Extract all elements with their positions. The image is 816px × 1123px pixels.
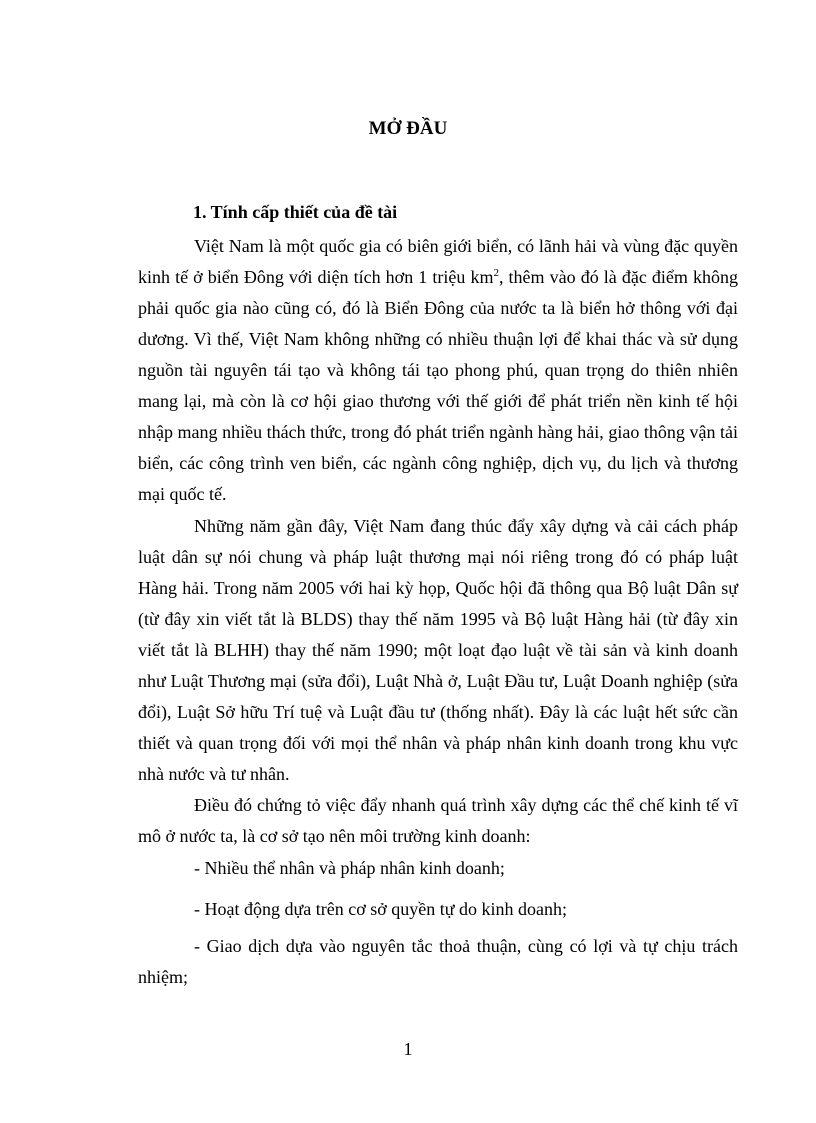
list-item: - Giao dịch dựa vào nguyên tắc thoả thuận, cùng có lợi và tự chịu trách nhiệm; [138, 936, 738, 987]
paragraph-3: Điều đó chứng tỏ việc đẩy nhanh quá trình xây dựng các thể chế kinh tế vĩ mô ở nước ta, là cơ sở tạo nên môi trường kinh doanh: [138, 795, 738, 846]
paragraph-1 [138, 231, 738, 510]
superscript-2: 2 [493, 267, 499, 279]
paragraph-1-text-a: Việt Nam là một quốc gia có biên giới biển, có lãnh hải và vùng đặc quyền kinh tế ở biển Đông với diện tích hơn 1 triệu km [138, 236, 738, 287]
page-number: 1 [403, 1039, 413, 1059]
list-item: - Hoạt động dựa trên cơ sở quyền tự do kinh doanh; [194, 899, 567, 919]
section-heading: 1. Tính cấp thiết của đề tài [193, 202, 398, 222]
paragraph-1-text-b: , thêm vào đó là đặc điểm không phải quốc gia nào cũng có, đó là Biển Đông của nước ta là biển hở thông với đại dương. Vì thế, Việt Nam không những có nhiều thuận lợi để khai thác và sử dụng nguồn tài nguyên tái tạo và không tái tạo phong phú, quan trọng do thiên nhiên mang lại, mà còn là cơ hội giao thương với thế giới để phát triển nền kinh tế hội nhập mang nhiều thách thức, trong đó phát triển ngành hàng hải, giao thông vận tải biển, các công trình ven biển, các ngành công nghiệp, dịch vụ, du lịch và thương mại quốc tế. [138, 267, 738, 504]
list-item: - Nhiều thể nhân và pháp nhân kinh doanh; [194, 858, 505, 878]
paragraph-2: Những năm gần đây, Việt Nam đang thúc đẩy xây dựng và cải cách pháp luật dân sự nói chung và pháp luật thương mại nói riêng trong đó có pháp luật Hàng hải. Trong năm 2005 với hai kỳ họp, Quốc hội đã thông qua Bộ luật Dân sự (từ đây xin viết tắt là BLDS) thay thế năm 1995 và Bộ luật Hàng hải (từ đây xin viết tắt là BLHH) thay thế năm 1990; một loạt đạo luật về tài sản và kinh doanh như Luật Thương mại (sửa đổi), Luật Nhà ở, Luật Đầu tư, Luật Doanh nghiệp (sửa đổi), Luật Sở hữu Trí tuệ và Luật đầu tư (thống nhất). Đây là các luật hết sức cần thiết và quan trọng đối với mọi thể nhân và pháp nhân kinh doanh trong khu vực nhà nước và tư nhân. [138, 516, 738, 784]
document-title: MỞ ĐẦU [368, 118, 448, 139]
